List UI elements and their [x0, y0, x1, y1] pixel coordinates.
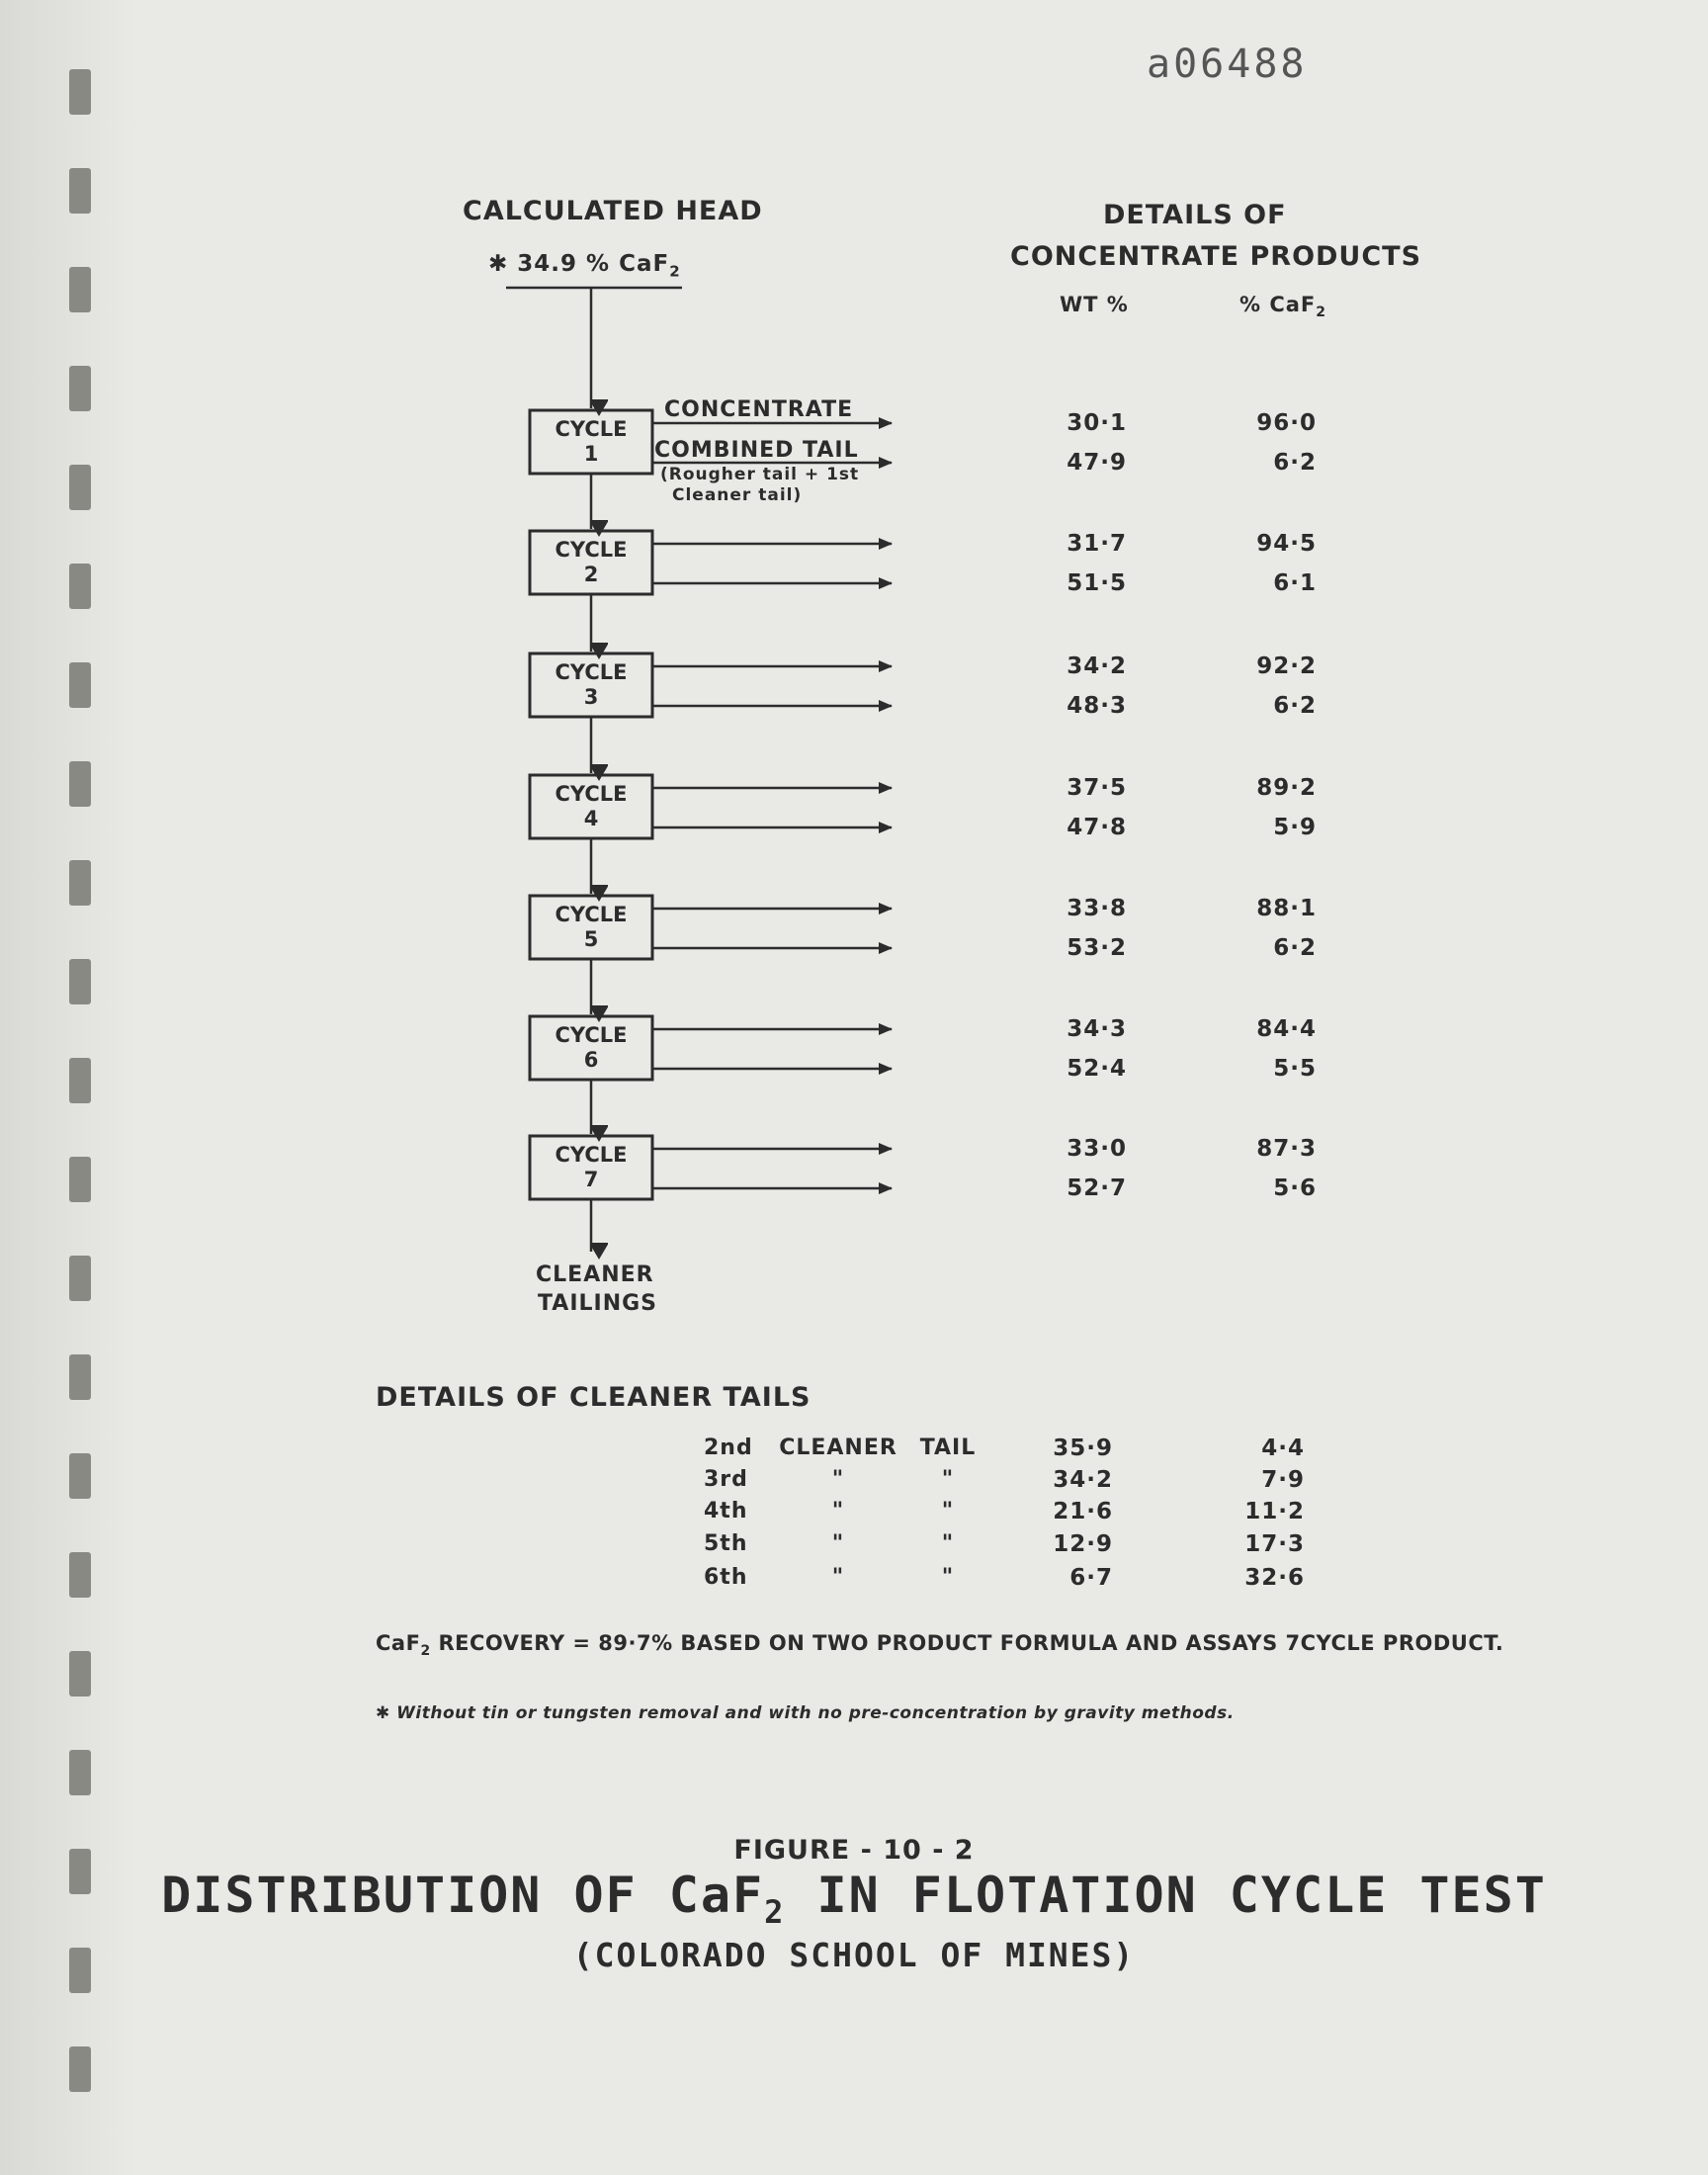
cycle-conc-caf2-value: 92·2 — [1256, 653, 1317, 679]
binding-punch-hole — [69, 1750, 91, 1795]
cleaner-tail-wt: 6·7 — [1069, 1565, 1113, 1591]
cycle-conc-wt-value: 33·0 — [1067, 1136, 1127, 1162]
cycle-tail-caf2-value: 6·1 — [1273, 570, 1317, 596]
cleaner-tail-cleaner: CLEANER — [779, 1436, 897, 1460]
cleaner-tail-tail: " — [941, 1565, 955, 1590]
cycle-tail-caf2-value: 5·9 — [1273, 815, 1317, 840]
cycle-tail-wt-value: 47·8 — [1067, 815, 1127, 840]
cycle-tail-caf2-value: 6·2 — [1273, 450, 1317, 476]
cycle-conc-caf2-value: 94·5 — [1256, 531, 1317, 557]
concentrate-header-line1: DETAILS OF — [1103, 200, 1287, 230]
binding-punch-hole — [69, 2046, 91, 2092]
cycle-conc-wt-value: 34·3 — [1067, 1016, 1127, 1042]
cleaner-tailings-line2: TAILINGS — [538, 1291, 658, 1316]
footnote: ✱ Without tin or tungsten removal and with no pre-concentration by gravity methods. — [376, 1703, 1235, 1723]
cleaner-tail-caf2: 7·9 — [1261, 1467, 1305, 1493]
cleaner-tail-stage: 2nd — [704, 1436, 753, 1460]
cycle-box-label: CYCLE 1 — [555, 417, 628, 466]
cleaner-tailings-line1: CLEANER — [536, 1262, 654, 1287]
binding-punch-hole — [69, 1453, 91, 1499]
cycle-conc-caf2-value: 84·4 — [1256, 1016, 1317, 1042]
cycle-tail-caf2-value: 5·6 — [1273, 1175, 1317, 1201]
document-id: a06488 — [1147, 42, 1308, 87]
cycle-conc-wt-value: 30·1 — [1067, 410, 1127, 436]
tail-note-2: Cleaner tail) — [672, 485, 803, 505]
cleaner-tail-wt: 35·9 — [1053, 1436, 1113, 1461]
tail-note-1: (Rougher tail + 1st — [660, 465, 860, 484]
cleaner-tail-wt: 12·9 — [1053, 1531, 1113, 1557]
cycle-box-label: CYCLE 2 — [555, 538, 628, 586]
figure-number: FIGURE - 10 - 2 — [733, 1835, 975, 1866]
cycle-conc-wt-value: 31·7 — [1067, 531, 1127, 557]
cleaner-tail-tail: " — [941, 1499, 955, 1523]
cycle-tail-wt-value: 52·7 — [1067, 1175, 1127, 1201]
cycle-tail-wt-value: 53·2 — [1067, 935, 1127, 961]
concentrate-label: CONCENTRATE — [664, 397, 854, 422]
cleaner-tail-wt: 21·6 — [1053, 1499, 1113, 1524]
cycle-conc-caf2-value: 88·1 — [1256, 896, 1317, 921]
cycle-tail-wt-value: 52·4 — [1067, 1056, 1127, 1082]
cycle-box-label: CYCLE 7 — [555, 1143, 628, 1191]
cycle-tail-wt-value: 48·3 — [1067, 693, 1127, 719]
cleaner-tail-caf2: 17·3 — [1244, 1531, 1305, 1557]
cycle-tail-wt-value: 47·9 — [1067, 450, 1127, 476]
cleaner-tail-cleaner: " — [831, 1499, 845, 1523]
cleaner-tail-tail: " — [941, 1467, 955, 1492]
cycle-tail-wt-value: 51·5 — [1067, 570, 1127, 596]
cleaner-tail-cleaner: " — [831, 1565, 845, 1590]
cleaner-tail-stage: 5th — [704, 1531, 748, 1556]
cleaner-tail-caf2: 4·4 — [1261, 1436, 1305, 1461]
cycle-conc-caf2-value: 96·0 — [1256, 410, 1317, 436]
cleaner-tail-caf2: 11·2 — [1244, 1499, 1305, 1524]
cycle-box-label: CYCLE 5 — [555, 903, 628, 951]
col-header-caf2: % CaF$_2$ — [1239, 293, 1327, 321]
cleaner-tail-cleaner: " — [831, 1467, 845, 1492]
calculated-head-label: CALCULATED HEAD — [463, 196, 763, 226]
recovery-statement: CaF$_2$ RECOVERY = 89·7% BASED ON TWO PRODUCT FORMULA AND ASSAYS 7CYCLE PRODUCT. — [376, 1631, 1504, 1660]
cycle-tail-caf2-value: 6·2 — [1273, 935, 1317, 961]
cleaner-tail-stage: 3rd — [704, 1467, 748, 1492]
cycle-conc-wt-value: 37·5 — [1067, 775, 1127, 801]
figure-title: DISTRIBUTION OF CaF$_2$ IN FLOTATION CYCLE TEST — [161, 1867, 1547, 1931]
cleaner-tail-stage: 6th — [704, 1565, 748, 1590]
combined-tail-label: COMBINED TAIL — [654, 438, 859, 463]
binding-punch-hole — [69, 1651, 91, 1696]
cycle-box-label: CYCLE 6 — [555, 1023, 628, 1072]
cleaner-tail-wt: 34·2 — [1053, 1467, 1113, 1493]
cleaner-tail-tail: TAIL — [919, 1436, 977, 1460]
cycle-tail-caf2-value: 5·5 — [1273, 1056, 1317, 1082]
cycle-conc-wt-value: 34·2 — [1067, 653, 1127, 679]
col-header-wt: WT % — [1060, 293, 1129, 316]
concentrate-header-line2: CONCENTRATE PRODUCTS — [1010, 241, 1422, 272]
cleaner-tail-caf2: 32·6 — [1244, 1565, 1305, 1591]
cleaner-tail-tail: " — [941, 1531, 955, 1556]
cycle-conc-caf2-value: 89·2 — [1256, 775, 1317, 801]
cleaner-tails-title: DETAILS OF CLEANER TAILS — [376, 1382, 811, 1413]
cycle-box-label: CYCLE 4 — [555, 782, 628, 830]
cycle-conc-wt-value: 33·8 — [1067, 896, 1127, 921]
binding-punch-hole — [69, 1552, 91, 1598]
cycle-box-label: CYCLE 3 — [555, 660, 628, 709]
cycle-conc-caf2-value: 87·3 — [1256, 1136, 1317, 1162]
head-assay: ✱ 34.9 % CaF$_2$ — [488, 251, 681, 281]
cleaner-tail-stage: 4th — [704, 1499, 748, 1523]
footnote-marker-icon: ✱ — [488, 251, 509, 277]
cycle-tail-caf2-value: 6·2 — [1273, 693, 1317, 719]
figure-subtitle: (COLORADO SCHOOL OF MINES) — [572, 1936, 1136, 1974]
cleaner-tail-cleaner: " — [831, 1531, 845, 1556]
